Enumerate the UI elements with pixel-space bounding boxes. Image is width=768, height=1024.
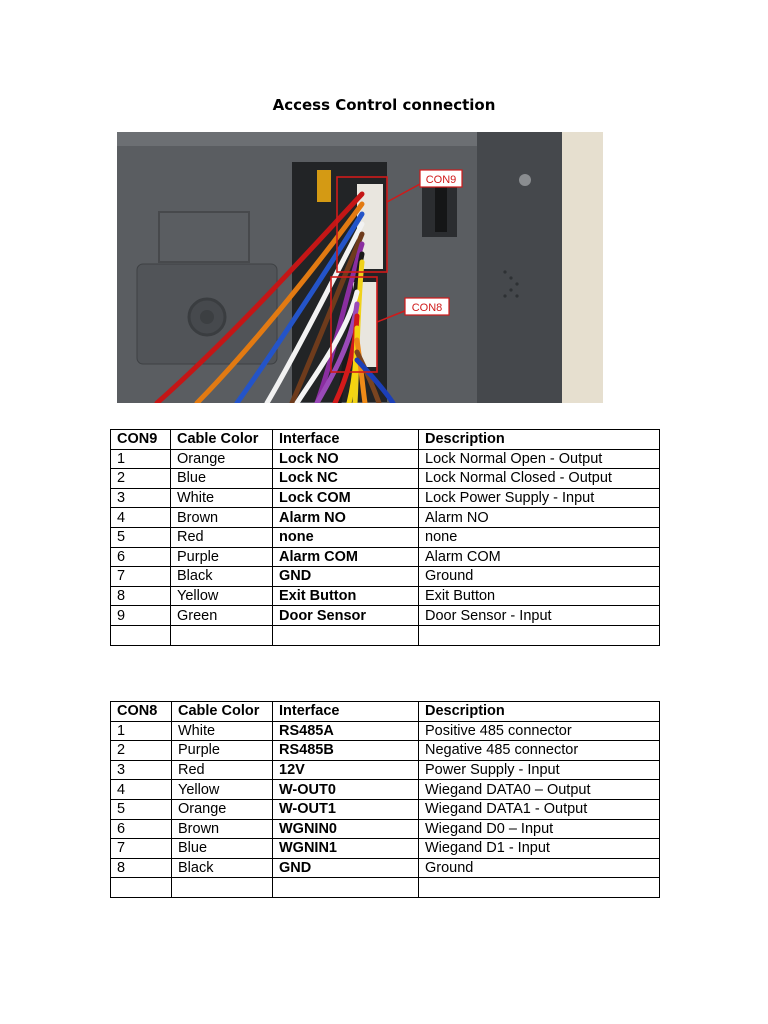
cable-color-cell: Blue <box>172 839 273 859</box>
interface-cell: Lock COM <box>273 488 419 508</box>
pin-cell: 1 <box>111 449 171 469</box>
cable-color-cell: Orange <box>172 799 273 819</box>
interface-cell: WGNIN1 <box>273 839 419 859</box>
description-cell: Negative 485 connector <box>419 741 660 761</box>
table-row <box>111 606 660 626</box>
callout-con8: CON8 <box>411 302 443 314</box>
column-header: Cable Color <box>172 702 273 722</box>
table-row <box>111 508 660 528</box>
table-row <box>111 449 660 469</box>
table-row <box>111 799 660 819</box>
description-cell: Alarm COM <box>419 547 660 567</box>
con8-header-row <box>111 702 660 722</box>
cable-color-cell: Yellow <box>172 780 273 800</box>
interface-cell: WGNIN0 <box>273 819 419 839</box>
column-header: CON9 <box>111 430 171 450</box>
empty-cell <box>171 625 273 645</box>
interface-cell: none <box>273 527 419 547</box>
table-row <box>111 780 660 800</box>
column-header: Interface <box>273 430 419 450</box>
cable-color-cell: Black <box>171 567 273 587</box>
table-row <box>111 469 660 489</box>
interface-cell: Lock NO <box>273 449 419 469</box>
description-cell: Positive 485 connector <box>419 721 660 741</box>
pin-cell: 5 <box>111 527 171 547</box>
pin-cell: 9 <box>111 606 171 626</box>
empty-cell <box>273 878 419 898</box>
description-cell: Wiegand DATA0 – Output <box>419 780 660 800</box>
interface-cell: Door Sensor <box>273 606 419 626</box>
column-header: Interface <box>273 702 419 722</box>
table-row <box>111 567 660 587</box>
pin-cell: 3 <box>111 760 172 780</box>
interface-cell: Alarm COM <box>273 547 419 567</box>
cable-color-cell: Red <box>172 760 273 780</box>
pin-cell: 6 <box>111 547 171 567</box>
description-cell: Ground <box>419 567 660 587</box>
cable-color-cell: Purple <box>171 547 273 567</box>
empty-cell <box>419 878 660 898</box>
device-wiring-photo <box>117 132 603 403</box>
pin-cell: 8 <box>111 586 171 606</box>
interface-cell: GND <box>273 858 419 878</box>
description-cell: Alarm NO <box>419 508 660 528</box>
description-cell: Lock Normal Open - Output <box>419 449 660 469</box>
interface-cell: W-OUT1 <box>273 799 419 819</box>
pin-cell: 7 <box>111 839 172 859</box>
callout-con9: CON9 <box>425 174 457 186</box>
column-header: CON8 <box>111 702 172 722</box>
empty-row <box>111 878 660 898</box>
con8-table <box>110 701 660 898</box>
description-cell: Wiegand DATA1 - Output <box>419 799 660 819</box>
table-row <box>111 547 660 567</box>
cable-color-cell: White <box>171 488 273 508</box>
table-row <box>111 858 660 878</box>
pin-cell: 8 <box>111 858 172 878</box>
pin-cell: 6 <box>111 819 172 839</box>
description-cell: none <box>419 527 660 547</box>
cable-color-cell: Blue <box>171 469 273 489</box>
description-cell: Exit Button <box>419 586 660 606</box>
column-header: Description <box>419 430 660 450</box>
description-cell: Wiegand D0 – Input <box>419 819 660 839</box>
table-row <box>111 527 660 547</box>
table-row <box>111 839 660 859</box>
interface-cell: Lock NC <box>273 469 419 489</box>
pin-cell: 4 <box>111 780 172 800</box>
description-cell: Wiegand D1 - Input <box>419 839 660 859</box>
con9-header-row <box>111 430 660 450</box>
pin-cell: 7 <box>111 567 171 587</box>
cable-color-cell: Brown <box>172 819 273 839</box>
interface-cell: Alarm NO <box>273 508 419 528</box>
pin-cell: 5 <box>111 799 172 819</box>
empty-cell <box>111 878 172 898</box>
column-header: Description <box>419 702 660 722</box>
empty-cell <box>111 625 171 645</box>
cable-color-cell: Black <box>172 858 273 878</box>
empty-cell <box>273 625 419 645</box>
cable-color-cell: Orange <box>171 449 273 469</box>
table-row <box>111 819 660 839</box>
empty-row <box>111 625 660 645</box>
pin-cell: 2 <box>111 469 171 489</box>
pin-cell: 1 <box>111 721 172 741</box>
interface-cell: RS485B <box>273 741 419 761</box>
interface-cell: Exit Button <box>273 586 419 606</box>
description-cell: Lock Normal Closed - Output <box>419 469 660 489</box>
cable-color-cell: Red <box>171 527 273 547</box>
cable-color-cell: White <box>172 721 273 741</box>
column-header: Cable Color <box>171 430 273 450</box>
table-row <box>111 721 660 741</box>
description-cell: Lock Power Supply - Input <box>419 488 660 508</box>
interface-cell: GND <box>273 567 419 587</box>
table-row <box>111 488 660 508</box>
cable-color-cell: Green <box>171 606 273 626</box>
interface-cell: RS485A <box>273 721 419 741</box>
description-cell: Power Supply - Input <box>419 760 660 780</box>
pin-cell: 2 <box>111 741 172 761</box>
interface-cell: W-OUT0 <box>273 780 419 800</box>
table-row <box>111 741 660 761</box>
con9-table <box>110 429 660 646</box>
cable-color-cell: Purple <box>172 741 273 761</box>
empty-cell <box>172 878 273 898</box>
description-cell: Ground <box>419 858 660 878</box>
empty-cell <box>419 625 660 645</box>
pin-cell: 3 <box>111 488 171 508</box>
page-title: Access Control connection <box>272 96 496 114</box>
table-row <box>111 760 660 780</box>
pin-cell: 4 <box>111 508 171 528</box>
cable-color-cell: Brown <box>171 508 273 528</box>
cable-color-cell: Yellow <box>171 586 273 606</box>
description-cell: Door Sensor - Input <box>419 606 660 626</box>
table-row <box>111 586 660 606</box>
interface-cell: 12V <box>273 760 419 780</box>
